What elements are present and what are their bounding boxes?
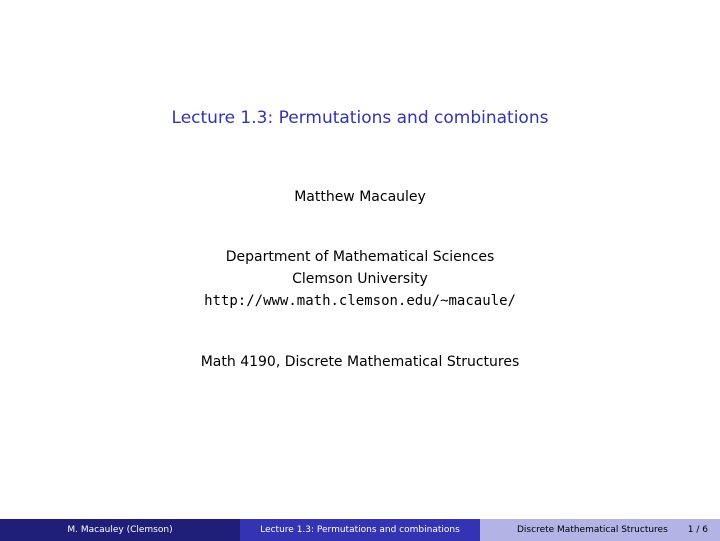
course-name: Math 4190, Discrete Mathematical Structures bbox=[200, 354, 520, 370]
footer-course-section bbox=[480, 519, 720, 541]
university: Clemson University bbox=[292, 271, 428, 287]
department: Department of Mathematical Sciences bbox=[225, 249, 495, 265]
footer-title: Lecture 1.3: Permutations and combinations bbox=[240, 519, 480, 541]
author-url[interactable]: http://www.math.clemson.edu/~macaule/ bbox=[204, 293, 516, 309]
footer-author: M. Macauley (Clemson) bbox=[0, 519, 240, 541]
page-number: 1 / 6 bbox=[687, 525, 708, 535]
author-name: Matthew Macauley bbox=[294, 189, 426, 205]
footer-course: Discrete Mathematical Structures bbox=[517, 525, 668, 535]
footer-bar bbox=[0, 519, 720, 541]
slide-title: Lecture 1.3: Permutations and combinations bbox=[171, 108, 549, 128]
